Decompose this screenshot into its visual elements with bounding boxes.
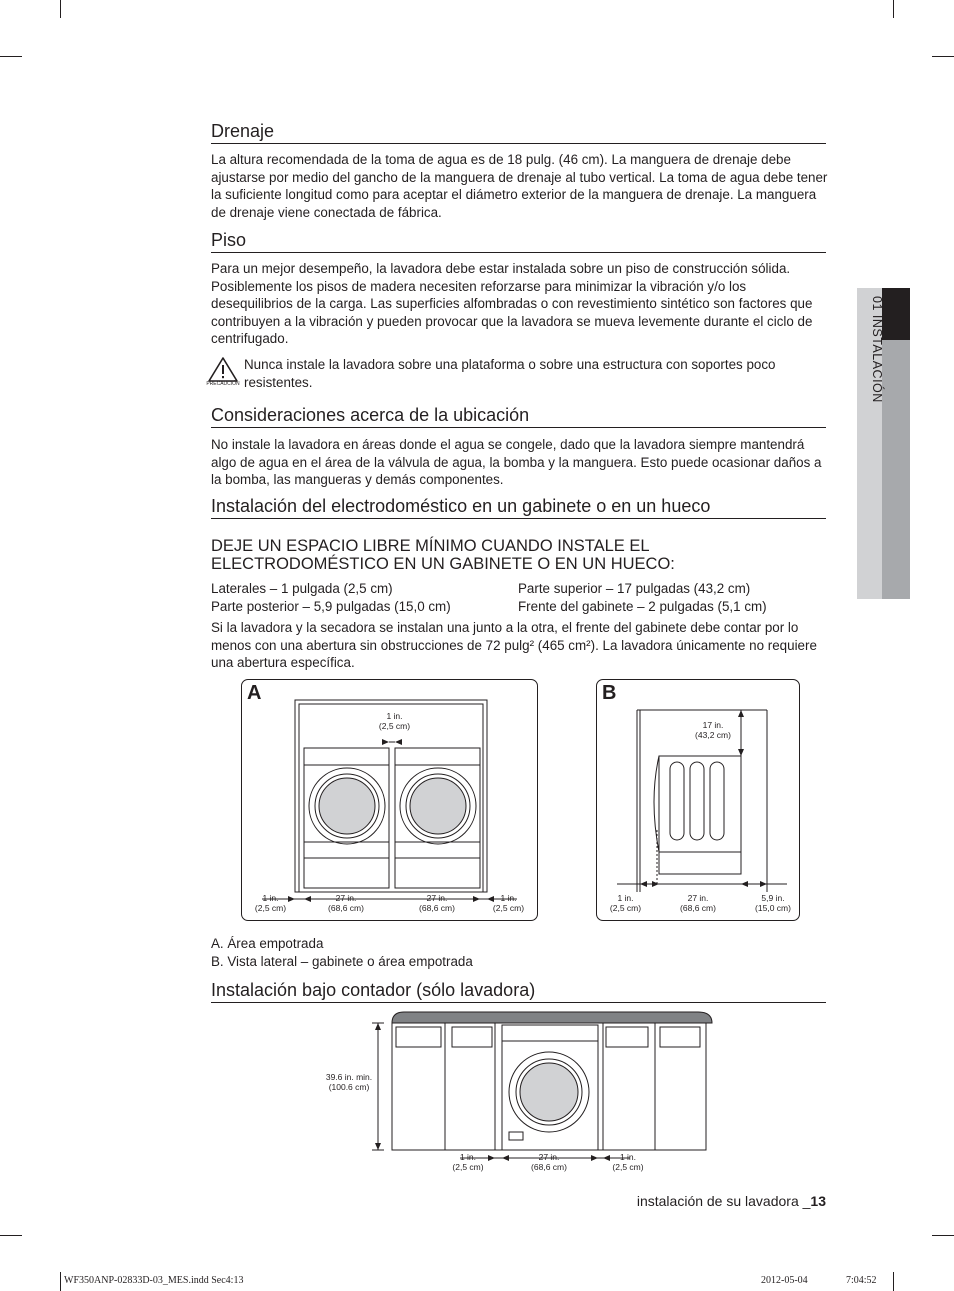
dim-counter-left-gap: 1 in. (2,5 cm) [452, 1152, 484, 1172]
caution-text: Nunca instale la lavadora sobre una plataforma o sobre una estructura con soportes poco resistentes. [244, 357, 776, 390]
clearance-top: Parte superior – 17 pulgadas (43,2 cm) [518, 581, 751, 596]
dim-side-gap: 1 in. (2,5 cm) [609, 893, 642, 913]
crop-mark [893, 0, 894, 18]
dim-washer-2-width: 27 in. (68,6 cm) [419, 893, 455, 913]
page-number: 13 [810, 1193, 826, 1209]
dim-rear-gap: 5,9 in. (15,0 cm) [755, 893, 791, 913]
footer-time: 7:04:52 [846, 1275, 877, 1286]
dim-counter-washer-width: 27 in. (68,6 cm) [531, 1152, 567, 1172]
crop-mark [0, 1235, 22, 1236]
dim-washer-1-width: 27 in. (68,6 cm) [328, 893, 364, 913]
figure-counter [320, 1008, 720, 1178]
figure-a [241, 679, 538, 921]
dim-top-gap: 1 in. (2,5 cm) [378, 711, 411, 731]
ubicacion-body: No instale la lavadora en áreas donde el agua se congele, dado que la lavadora siempre mantendrá algo de agua en el área de la válvula de agua, la bomba y la manguera. Esto puede ocasionar daños a la bomba, las mangueras y demás componentes. [211, 437, 822, 488]
caution-block [204, 356, 242, 390]
figure-b-drawing [597, 680, 799, 920]
clearance-rear: Parte posterior – 5,9 pulgadas (15,0 cm) [211, 599, 451, 614]
side-tab-label: 01 INSTALACIÓN [870, 296, 884, 403]
clearance-sides: Laterales – 1 pulgada (2,5 cm) [211, 581, 393, 596]
crop-mark [893, 1272, 894, 1291]
section-title-gabinete: Instalación del electrodoméstico en un gabinete o en un hueco [211, 496, 826, 519]
figure-b [596, 679, 800, 921]
figure-caption-a: A. Área empotrada [211, 936, 324, 951]
piso-body: Para un mejor desempeño, la lavadora debe estar instalada sobre un piso de construcción sólida. Posiblemente los pisos de madera necesiten reforzarse para minimizar la vibración y/o los desequilibrios de la carga. Las superficies alfombradas o con revestimiento sintético son factores que contribuyen a la vibración y pueden provocar que la lavadora se mueva levemente durante el ciclo de centrifugado. [211, 261, 813, 347]
crop-mark [0, 56, 22, 57]
section-title-contador: Instalación bajo contador (sólo lavadora) [211, 980, 826, 1003]
crop-mark [60, 1272, 61, 1291]
drenaje-body: La altura recomendada de la toma de agua es de 18 pulg. (46 cm). La manguera de drenaje debe ajustarse por medio del gancho de la manguera de drenaje al tubo vertical. La toma de agua debe tener la suficiente longitud como para aceptar el diámetro exterior de la manguera de drenaje. La manguera de drenaje viene conectada de fábrica. [211, 152, 828, 220]
crop-mark [932, 1235, 954, 1236]
page-footer [637, 1193, 826, 1209]
footer-file: WF350ANP-02833D-03_MES.indd Sec4:13 [64, 1275, 244, 1286]
dim-counter-height: 39.6 in. min. (100.6 cm) [325, 1072, 373, 1092]
gabinete-body: Si la lavadora y la secadora se instalan una junto a la otra, el frente del gabinete debe contar por lo menos con una abertura sin obstrucciones de 72 pulg² (465 cm²). La lavadora únicamente no requiere una abertura específica. [211, 620, 817, 671]
footer-label: instalación de su lavadora _ [636, 1193, 811, 1209]
dim-left-side: 1 in. (2,5 cm) [254, 893, 287, 913]
caution-label: PRECAUCIÓN [206, 381, 240, 387]
figure-b-letter: B [602, 682, 617, 704]
section-title-ubicacion: Consideraciones acerca de la ubicación [211, 405, 826, 428]
figure-a-letter: A [247, 682, 262, 704]
crop-mark [60, 0, 61, 18]
section-title-piso: Piso [211, 230, 826, 253]
dim-top-clearance: 17 in. (43,2 cm) [695, 720, 731, 740]
footer-date: 2012-05-04 [761, 1275, 808, 1286]
gabinete-subtitle: DEJE UN ESPACIO LIBRE MÍNIMO CUANDO INSTALE EL ELECTRODOMÉSTICO EN UN GABINETE O EN UN HUECO: [211, 537, 675, 573]
side-tab-marker [882, 288, 910, 340]
crop-mark [932, 56, 954, 57]
figure-caption-b: B. Vista lateral – gabinete o área empotrada [211, 954, 473, 969]
figure-counter-drawing [320, 1008, 720, 1178]
dim-counter-right-gap: 1 in. (2,5 cm) [612, 1152, 644, 1172]
section-title-drenaje: Drenaje [211, 121, 826, 144]
clearance-front: Frente del gabinete – 2 pulgadas (5,1 cm) [518, 599, 767, 614]
dim-depth: 27 in. (68,6 cm) [680, 893, 716, 913]
side-tab-stripe [882, 340, 910, 599]
dim-right-side: 1 in. (2,5 cm) [492, 893, 525, 913]
